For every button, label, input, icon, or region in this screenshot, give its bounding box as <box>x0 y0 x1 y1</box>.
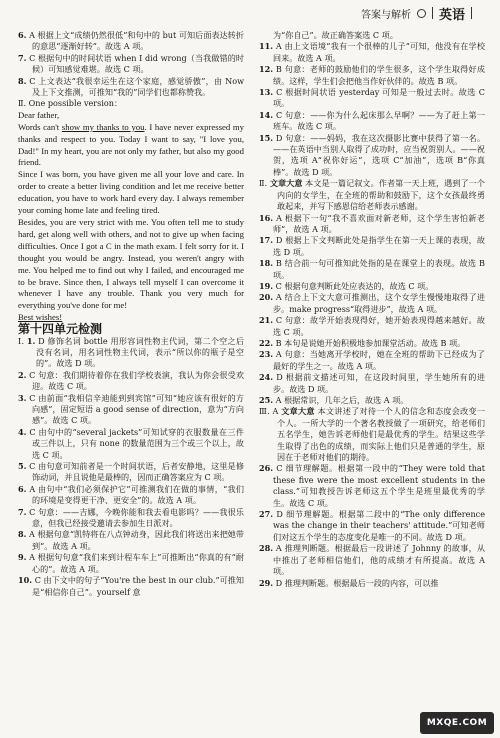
answer-paragraph: 6. A 根据上文“成绩仍然很低”和句中的 but 可知后面表达转折的意思“逐渐好转”。故选 A 项。 <box>18 30 244 52</box>
right-column <box>259 30 485 589</box>
answer-paragraph: Besides, you are very strict with me. You often tell me to study hard, get along well with others, and not to give up when facing difficulties. Once I got a C in the math exam. I felt sorry for it. I thought you would be angry. Instead, you weren't angry with me. You helped me to find out why I failed, and encouraged me to be brave. Since then, I always tell myself I can overcome it whenever I have any trouble. Thank you very much for everything you've done for me! <box>18 217 244 311</box>
section-title: 第十四单元检测 <box>18 322 103 337</box>
site-watermark: MXQE.COM <box>420 712 494 734</box>
left-column <box>18 30 244 598</box>
page-header <box>0 0 500 26</box>
answer-paragraph: 19. C 根据句意判断此处应表达的，故选 C 项。 <box>259 280 434 291</box>
answer-paragraph: 17. D 根据上下文判断此处是指学生在第一天上课的表现，故选 D 项。 <box>259 235 485 257</box>
answer-paragraph: 7. C 句意：——吉娜，今晚你能和我去看电影吗？——我很乐意，但我已经接受邀请去参加生日派对。 <box>18 506 244 529</box>
answer-paragraph: Best wishes! <box>18 312 63 323</box>
answer-paragraph: 27. D 细节理解题。根据第二段中的“The only difference was the change in their teachers' attitude.”可知老师们对这五个学生的态度变化是唯一的不同。故选 D 项。 <box>259 509 485 542</box>
answer-paragraph: 12. B 句意：老师的鼓励他们的学生很多，这个学生取得好成绩。这样，学生们会把他当作好伙伴的。故选 B 项。 <box>259 64 485 86</box>
header-subtitle: 答案与解析 <box>360 9 411 21</box>
answer-paragraph: 4. C 由句中的“several jackets”可知试穿的衣服数量在三件或三件以上，只有 none 的数量范围为三个或三个以上，故选 C 项。 <box>18 426 244 460</box>
answer-paragraph: 8. C 上文表达“我很幸运生在这个家庭，感觉骄傲”，由 Now 及上下文推测，可推知“我的”同学们也都称赞我。 <box>18 75 244 98</box>
answer-paragraph: 3. C 由前面“我相信辛迪能到到宾馆”可知“她应该有很好的方向感”，固定短语 a good sense of direction，意为“方向感”。故选 C 项。 <box>18 392 244 426</box>
answer-paragraph: 11. A 由上文语境“我有一个很棒的儿子”可知，他没有在学校回来。故选 A 项。 <box>259 41 485 63</box>
answer-paragraph: 24. D 根据前文描述可知，在这段时间里，学生她所有的进步。故选 D 项。 <box>259 372 485 394</box>
answer-paragraph: 29. D 推理判断题。根据最后一段的内容，可以推 <box>259 577 439 588</box>
answer-paragraph: 13. C 根据时间状语 yesterday 可知是一般过去时。故选 C 项。 <box>259 87 485 109</box>
circle-icon <box>417 9 426 18</box>
answer-paragraph: Ⅱ. 文章大意 本文是一篇记叙文。作者第一天上班，遇到了一个内向的女学生，在全班的帮助和鼓励下，这个女孩最终勇敢起来，并写下感恩信给老师表示感谢。 <box>259 178 485 212</box>
answer-paragraph: 28. A 推理判断题。根据最后一段讲述了 Johnny 的故事，从中推出了老师相信他们，他的成绩才有所提高。故选 A 项。 <box>259 543 485 577</box>
answer-paragraph: Ⅲ. A 文章大意 本文讲述了对待一个人的信念和态度会改变一个人。一所大学的一个著名教授做了一项研究，给老师们五名学生，她告诉老师他们是最优秀的学生。结果这些学生取得了出色的成绩，而实际上他们只是普通的学生，原因在于老师对他们的期待。 <box>259 406 485 463</box>
answer-paragraph: 21. C 句意：故学开始表现得好，她开始表现得越来越好。故选 C 项。 <box>259 315 485 337</box>
answer-paragraph: 20. A 结合上下文大意可推测出，这个女学生慢慢地取得了进步。make progress“取得进步”，故选 A 项。 <box>259 292 485 314</box>
answer-paragraph: 16. A 根据下一句“我不喜欢面对新老师，这个学生害怕新老师”，故选 A 项。 <box>259 212 485 234</box>
answer-paragraph: 7. C 根据句中的时间状语 when I did wrong（当我做错的时候）可知感觉难堪。故选 C 项。 <box>18 52 244 75</box>
answer-paragraph: 6. A 由句中“我们必须保护它”可推测我们在做的事情，“我们的环境是变得更干净、更安全”的。故选 A 项。 <box>18 483 244 506</box>
answer-paragraph: 8. A 根据句意“凯特将在八点钟动身，因此我们将送出来把她带到”。故选 A 项。 <box>18 529 244 551</box>
answer-paragraph: 9. A 根据句句意“我们来到计程车车上”可推断出“你真的有“耐心的”。故选 A 项。 <box>18 552 244 574</box>
answer-paragraph: Words can't show my thanks to you. I have never expressed my thanks and respect to you. Today I want to say, "I love you, Dad!" In my heart, you are not only my father, but also my good friend. <box>18 121 244 168</box>
answer-paragraph: 2. C 句意：我们期待着你在我们学校表演，我认为你会很受欢迎。故选 C 项。 <box>18 369 244 392</box>
answer-paragraph: 14. C 句意：——你为什么起床那么早啊？——为了赶上第一班车。故选 C 项。 <box>259 109 485 132</box>
answer-paragraph: Since I was born, you have given me all your love and care. In order to create a better living condition and let me receive better education, you have to work hard every day. I always remember your coming home late and feeling tired. <box>18 169 244 216</box>
answer-paragraph: 10. C 由下文中的句子“You're the best in our club.”可推知是“相信你自己”。yourself 意 <box>18 575 244 597</box>
answer-paragraph: 22. B 本句是说她开始积极地参加课堂活动。故选 B 项。 <box>259 337 466 348</box>
header-divider <box>471 7 472 19</box>
answer-paragraph: 23. A 句意：当她离开学校时，她在全班的帮助下已经成为了最好的学生之一。故选 A 项。 <box>259 349 485 371</box>
answer-paragraph: 25. A 根据常识，几年之后，故选 A 项。 <box>259 395 409 405</box>
answer-paragraph: 15. D 句意：——妈妈，我在这次摄影比赛中获得了第一名。——在英语中当别人取得了成功时，应当祝贺别人。——祝贺，选项 A“祝你好运”，选项 C“加油”，选项 B“你真棒”。故选 D 项。 <box>259 132 485 177</box>
header-divider <box>432 7 433 19</box>
answer-paragraph: Ⅱ. One possible version： <box>18 98 123 109</box>
answer-paragraph: Dear father, <box>18 109 60 120</box>
answer-paragraph: 为“你自己”。故正确答案选 C 项。 <box>273 30 398 40</box>
header-title: 英语 <box>438 7 465 23</box>
answer-paragraph: 26. C 细节理解题。根据第一段中的“They were told that these five were the most excellent students in the class.”可知教授告诉老师这五个学生是班里最优秀的学生。故选 C 项。 <box>259 463 485 508</box>
answer-paragraph: Ⅰ. 1. D 修饰名词 bottle 用形容词性物主代词，第二个空之后没有名词，用名词性物主代词，表示“所以你的瓶子是空的”。故选 D 项。 <box>18 335 244 369</box>
answer-paragraph: 18. B 结合前一句可推知此处指的是在课堂上的表现。故选 B 项。 <box>259 258 485 280</box>
answer-paragraph: 5. C 由句意可知前者是一个时间状语，后者安静地，这里是修饰动词，并且说他是最棒的，因而正确答案应为 C 项。 <box>18 461 244 483</box>
